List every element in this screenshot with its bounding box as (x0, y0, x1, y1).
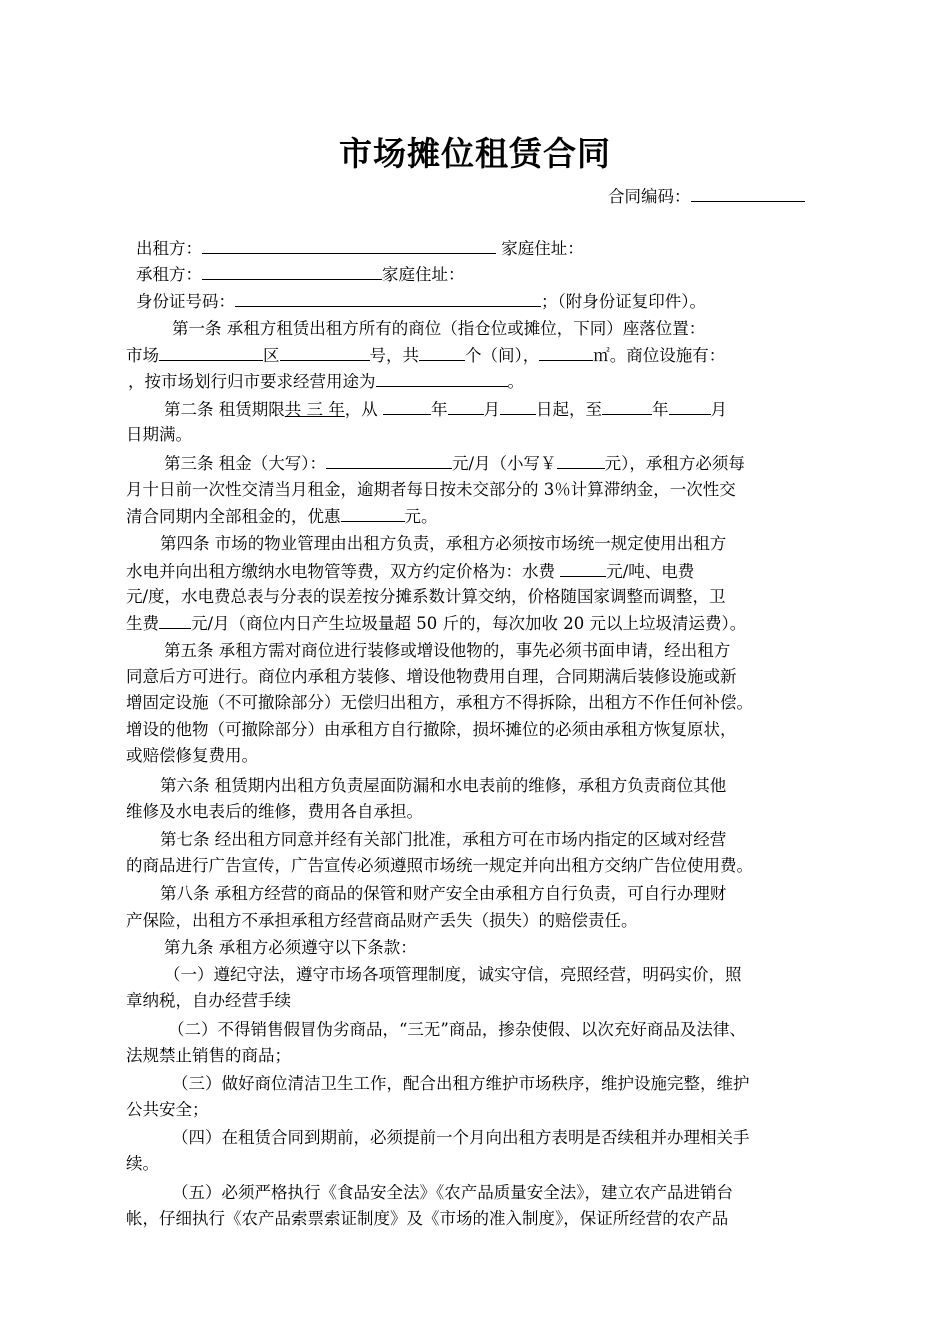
text: 第三条 租金（大写）： (164, 454, 326, 473)
party-b-line (136, 263, 465, 286)
blank (500, 398, 536, 415)
article-4-line-3: 元/度，水电费总表与分表的误差按分摊系数计算交纳，价格随国家调整而调整，卫 (126, 587, 726, 606)
blank (341, 505, 405, 522)
blank (557, 452, 605, 469)
clause-3-line-2: 公共安全； (126, 1100, 209, 1119)
id-blank (235, 290, 541, 307)
article-9-heading: 第九条 承租方必须遵守以下条款： (164, 938, 417, 957)
article-6-line-1: 第六条 租赁期内出租方负责屋面防漏和水电表前的维修，承租方负责商位其他 (160, 776, 727, 795)
party-a-address-label: 家庭住址： (501, 239, 584, 258)
text: 号，共 (369, 346, 419, 365)
contract-number-line (608, 185, 805, 208)
clause-5-line-1: （五）必须严格执行《食品安全法》《农产品质量安全法》，建立农产品进销台 (172, 1183, 733, 1202)
text: 年 (652, 400, 669, 419)
party-b-blank (202, 263, 382, 280)
clause-2-line-2: 法规禁止销售的商品； (126, 1046, 291, 1065)
blank (383, 398, 431, 415)
article-5-line-1: 第五条 承租方需对商位进行装修或增设他物的，事先必须书面申请，经出租方 (164, 641, 731, 660)
article-6-line-2: 维修及水电表后的维修，费用各自承担。 (126, 802, 423, 821)
text: 日起，至 (536, 400, 602, 419)
contract-number-label: 合同编码： (608, 187, 691, 206)
text: ，按市场划行归市要求经营用途为 (128, 372, 376, 391)
clause-4-line-1: （四）在租赁合同到期前，必须提前一个月向出租方表明是否续租并办理相关手 (172, 1128, 750, 1147)
article-7-line-1: 第七条 经出租方同意并经有关部门批准，承租方可在市场内指定的区域对经营 (160, 830, 727, 849)
blank (280, 344, 370, 361)
article-7-line-2: 的商品进行广告宣传，广告宣传必须遵照市场统一规定并向出租方交纳广告位使用费。 (126, 856, 753, 875)
clause-1-line-2: 章纳税，自办经营手续 (126, 991, 291, 1010)
article-1-line-1: 第一条 承租方租赁出租方所有的商位（指仓位或摊位，下同）座落位置： (172, 319, 706, 338)
article-4-line-1: 第四条 市场的物业管理由出租方负责，承租方必须按市场统一规定使用出租方 (160, 534, 727, 553)
article-3-line-3 (126, 505, 438, 528)
party-b-label: 承租方： (136, 265, 202, 284)
article-3-line-1 (164, 452, 745, 475)
blank (448, 398, 484, 415)
clause-2-line-1: （二）不得销售假冒伪劣商品，“三无”商品，掺杂使假、以次充好商品及法律、 (168, 1020, 746, 1039)
party-a-blank (202, 237, 496, 254)
text: 市场 (126, 346, 159, 365)
text: ，从 (344, 400, 383, 419)
text: 月 (483, 400, 500, 419)
blank (376, 370, 508, 387)
clause-4-line-2: 续。 (126, 1154, 159, 1173)
text: 生费 (126, 614, 159, 633)
blank (419, 344, 465, 361)
article-2-line-2: 日期满。 (126, 425, 192, 444)
text: 。 (507, 372, 524, 391)
text: 水电并向出租方缴纳水电物管等费，双方约定价格为：水费 (126, 562, 561, 581)
party-a-label: 出租方： (136, 239, 202, 258)
text: 第二条 租赁期限 (164, 400, 285, 419)
text: 年 (431, 400, 448, 419)
text: 个（间）， (465, 346, 540, 365)
article-5-line-5: 或赔偿修复费用。 (126, 746, 258, 765)
text: 元），承租方必须每 (604, 454, 745, 473)
id-label: 身份证号码： (136, 292, 235, 311)
clause-1-line-1: （一）遵纪守法，遵守市场各项管理制度，诚实守信，亮照经营，明码实价，照 (164, 965, 742, 984)
article-1-line-3 (128, 370, 524, 393)
text: 月 (710, 400, 727, 419)
text: 区 (263, 346, 280, 365)
article-2-line-1 (164, 398, 727, 421)
term-value: 共 三 年 (284, 400, 345, 419)
clause-5-line-2: 帐，仔细执行《农产品索票索证制度》及《市场的准入制度》，保证所经营的农产品 (126, 1209, 729, 1228)
text: 清合同期内全部租金的，优惠 (126, 507, 341, 526)
article-3-line-2: 月十日前一次性交清当月租金，逾期者每日按未交部分的 3％计算滞纳金，一次性交 (126, 480, 736, 499)
article-1-line-2 (126, 344, 725, 367)
text: 元/吨、电费 (606, 562, 695, 581)
document-title: 市场摊位租赁合同 (339, 134, 611, 173)
article-4-line-2 (126, 560, 694, 583)
blank (326, 452, 452, 469)
id-note: ；（附身份证复印件）。 (541, 292, 706, 311)
blank (159, 344, 263, 361)
article-5-line-4: 增设的他物（可撤除部分）由承租方自行撤除，损坏摊位的必须由承租方恢复原状， (126, 720, 737, 739)
party-b-address-label: 家庭住址： (382, 265, 465, 284)
article-4-line-4 (126, 612, 746, 635)
text: 元/月（小写￥ (452, 454, 557, 473)
blank (539, 344, 593, 361)
text: 元。 (404, 507, 438, 526)
contract-number-blank (691, 185, 805, 202)
id-line (136, 290, 706, 313)
article-8-line-1: 第八条 承租方经营的商品的保管和财产安全由承租方自行负责，可自行办理财 (160, 884, 727, 903)
text: ㎡。商位设施有： (593, 346, 726, 365)
blank (560, 560, 606, 577)
article-5-line-3: 增固定设施（不可撤除部分）无偿归出租方，承租方不得拆除，出租方不作任何补偿。 (126, 693, 753, 712)
article-5-line-2: 同意后方可进行。商位内承租方装修、增设他物费用自理，合同期满后装修设施或新 (126, 667, 737, 686)
text: 元/月（商位内日产生垃圾量超 50 斤的，每次加收 20 元以上垃圾清运费）。 (191, 614, 747, 633)
clause-3-line-1: （三）做好商位清洁卫生工作，配合出租方维护市场秩序，维护设施完整，维护 (172, 1074, 750, 1093)
blank (669, 398, 711, 415)
blank (602, 398, 652, 415)
party-a-line (136, 237, 584, 260)
blank (159, 612, 191, 629)
article-8-line-2: 产保险，出租方不承担承租方经营商品财产丢失（损失）的赔偿责任。 (126, 911, 638, 930)
